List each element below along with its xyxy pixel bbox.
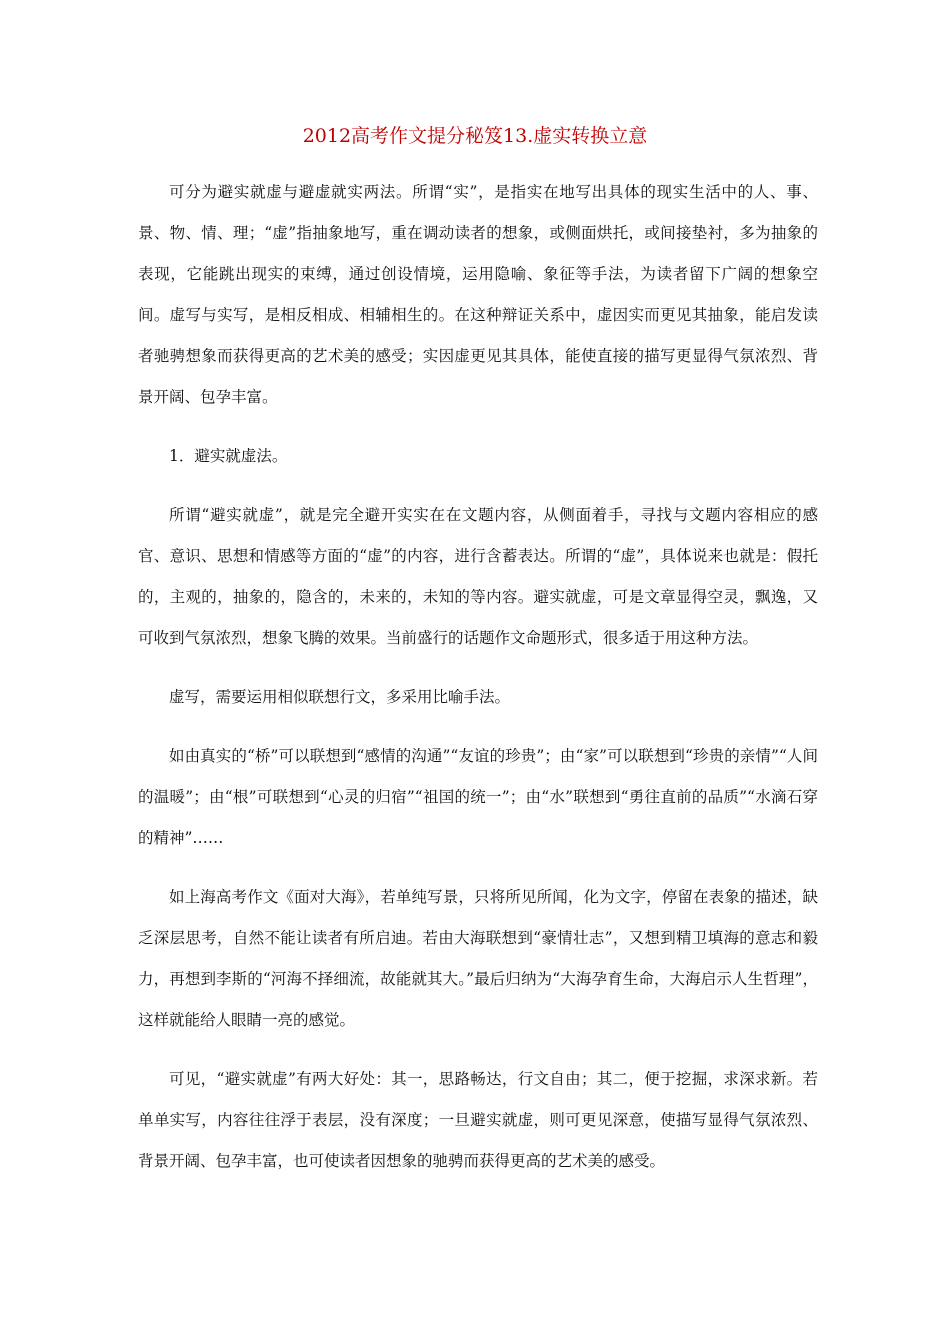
paragraph-intro: 可分为避实就虚与避虚就实两法。所谓“实”，是指实在地写出具体的现实生活中的人、事、景、物、情、理；“虚”指抽象地写，重在调动读者的想象，或侧面烘托，或间接垫衬，多为抽象的表现，它能跳出现实的束缚，通过创设情境，运用隐喻、象征等手法，为读者留下广阔的想象空间。虚写与实写，是相反相成、相辅相生的。在这种辩证关系中，虚因实而更见其抽象，能启发读者驰骋想象而获得更高的艺术美的感受；实因虚更见其具体，能使直接的描写更显得气氛浓烈、背景开阔、包孕丰富。 xyxy=(138,183,818,406)
paragraph-virtual-writing: 虚写，需要运用相似联想行文，多采用比喻手法。 xyxy=(169,688,511,706)
document-body xyxy=(138,172,818,1182)
document-title: 2012高考作文提分秘笈13.虚实转换立意 xyxy=(302,125,648,147)
paragraph-conclusion: 可见，“避实就虚”有两大好处：其一，思路畅达，行文自由；其二，便于挖掘，求深求新。若单单实写，内容往往浮于表层，没有深度；一旦避实就虚，则可更见深意，使描写显得气氛浓烈、背景开阔、包孕丰富，也可使读者因想象的驰骋而获得更高的艺术美的感受。 xyxy=(138,1070,818,1170)
section-heading-1: 1．避实就虚法。 xyxy=(169,447,288,465)
paragraph-shanghai-example: 如上海高考作文《面对大海》，若单纯写景，只将所见所闻，化为文字，停留在表象的描述，缺乏深层思考，自然不能让读者有所启迪。若由大海联想到“豪情壮志”，又想到精卫填海的意志和毅力，再想到李斯的“河海不择细流，故能就其大。”最后归纳为“大海孕育生命，大海启示人生哲理”，这样就能给人眼睛一亮的感觉。 xyxy=(138,888,818,1029)
paragraph-examples: 如由真实的“桥”可以联想到“感情的沟通”“友谊的珍贵”；由“家”可以联想到“珍贵的亲情”“人间的温暖”；由“根”可联想到“心灵的归宿”“祖国的统一”；由“水”联想到“勇往直前的品质”“水滴石穿的精神”…… xyxy=(138,747,818,847)
paragraph-definition: 所谓“避实就虚”，就是完全避开实实在在文题内容，从侧面着手，寻找与文题内容相应的感官、意识、思想和情感等方面的“虚”的内容，进行含蓄表达。所谓的“虚”，具体说来也就是：假托的，主观的，抽象的，隐含的，未来的，未知的等内容。避实就虚，可是文章显得空灵，飘逸，又可收到气氛浓烈，想象飞腾的效果。当前盛行的话题作文命题形式，很多适于用这种方法。 xyxy=(138,506,818,647)
